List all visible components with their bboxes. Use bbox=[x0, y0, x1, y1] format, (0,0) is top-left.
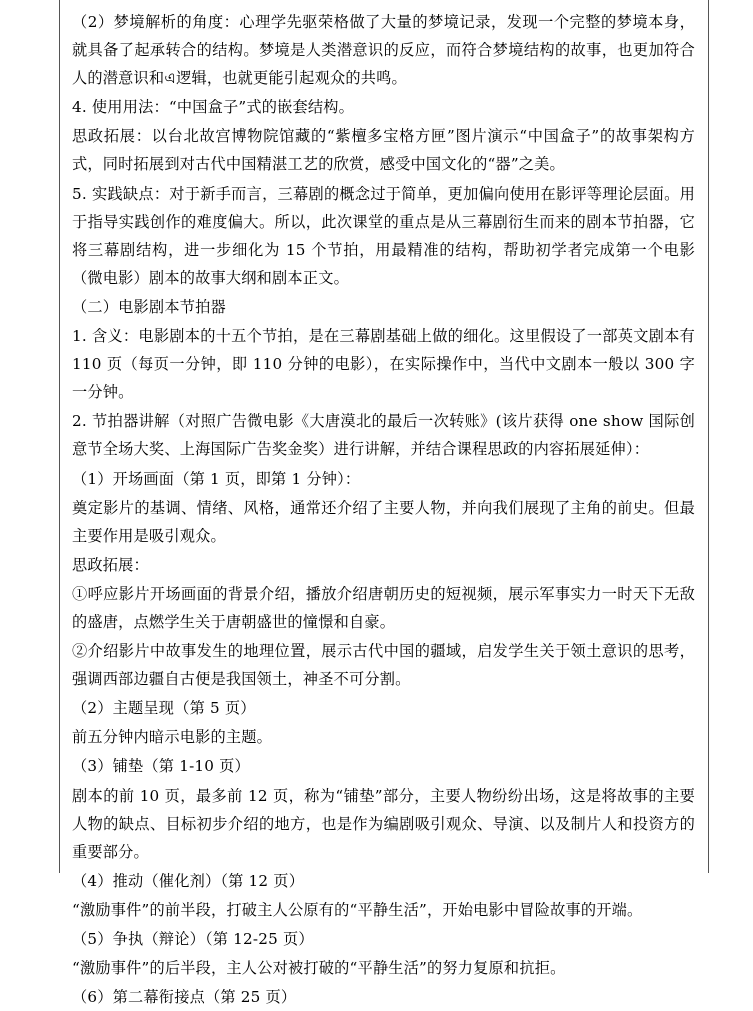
paragraph: “激励事件”的前半段，打破主人公原有的“平静生活”，开始电影中冒险故事的开端。 bbox=[72, 900, 643, 919]
paragraph: （6）第二幕衔接点（第 25 页） bbox=[72, 988, 297, 1007]
paragraph: （3）铺垫（第 1-10 页） bbox=[72, 757, 250, 776]
paragraph: （2）梦境解析的角度：心理学先驱荣格做了大量的梦境记录，发现一个完整的梦境本身，就具备了起承转合的结构。梦境是人类潜意识的反应，而符合梦境结构的故事，也更加符合人的潜意识和এ逻辑，也就更能引起观众的共鸣。 bbox=[72, 13, 695, 88]
paragraph: 2. 节拍器讲解（对照广告微电影《大唐漠北的最后一次转账》(该片获得 one show 国际创意节全场大奖、上海国际广告奖金奖）进行讲解，并结合课程思政的内容拓展延伸）： bbox=[72, 412, 695, 459]
paragraph: 思政拓展： bbox=[72, 555, 149, 574]
paragraph: 5. 实践缺点：对于新手而言，三幕剧的概念过于简单，更加偏向使用在影评等理论层面。用于指导实践创作的难度偏大。所以，此次课堂的重点是从三幕剧衍生而来的剧本节拍器，它将三幕剧结构，进一步细化为 15 个节拍，用最精准的结构，帮助初学者完成第一个电影（微电影）剧本的故事大纲和剧本正文。 bbox=[72, 184, 695, 287]
paragraph: 4. 使用用法：“中国盒子”式的嵌套结构。 bbox=[72, 98, 355, 117]
paragraph: “激励事件”的后半段，主人公对被打破的“平静生活”的努力复原和抗拒。 bbox=[72, 959, 566, 978]
page-border-right bbox=[708, 0, 709, 873]
paragraph: （2）主题呈现（第 5 页） bbox=[72, 699, 256, 718]
paragraph: 奠定影片的基调、情绪、风格，通常还介绍了主要人物，并向我们展现了主角的前史。但最主要作用是吸引观众。 bbox=[72, 498, 695, 545]
paragraph: 剧本的前 10 页，最多前 12 页，称为“铺垫”部分，主要人物纷纷出场，这是将故事的主要人物的缺点、目标初步介绍的地方，也是作为编剧吸引观众、导演、以及制片人和投资方的重要部分。 bbox=[72, 786, 695, 861]
page-border-left bbox=[59, 0, 60, 873]
paragraph: ②介绍影片中故事发生的地理位置，展示古代中国的疆域，启发学生关于领土意识的思考，强调西部边疆自古便是我国领土，神圣不可分割。 bbox=[72, 642, 695, 689]
paragraph: 1. 含义：电影剧本的十五个节拍，是在三幕剧基础上做的细化。这里假设了一部英文剧本有 110 页（每页一分钟，即 110 分钟的电影），在实际操作中，当代中文剧本一般以 300 字一分钟。 bbox=[72, 327, 695, 402]
paragraph: ①呼应影片开场画面的背景介绍，播放介绍唐朝历史的短视频，展示军事实力一时天下无敌的盛唐，点燃学生关于唐朝盛世的憧憬和自豪。 bbox=[72, 584, 695, 631]
paragraph: 思政拓展：以台北故宫博物院馆藏的“紫檀多宝格方匣”图片演示“中国盒子”的故事架构方式，同时拓展到对古代中国精湛工艺的欣赏，感受中国文化的“器”之美。 bbox=[72, 127, 695, 174]
paragraph: （1）开场画面（第 1 页，即第 1 分钟）： bbox=[72, 469, 361, 488]
paragraph: （5）争执（辩论）（第 12-25 页） bbox=[72, 930, 314, 948]
document-body bbox=[72, 8, 695, 1007]
section-heading: （二）电影剧本节拍器 bbox=[72, 297, 226, 316]
paragraph: （4）推动（催化剂）（第 12 页） bbox=[72, 871, 305, 890]
paragraph: 前五分钟内暗示电影的主题。 bbox=[72, 728, 273, 747]
